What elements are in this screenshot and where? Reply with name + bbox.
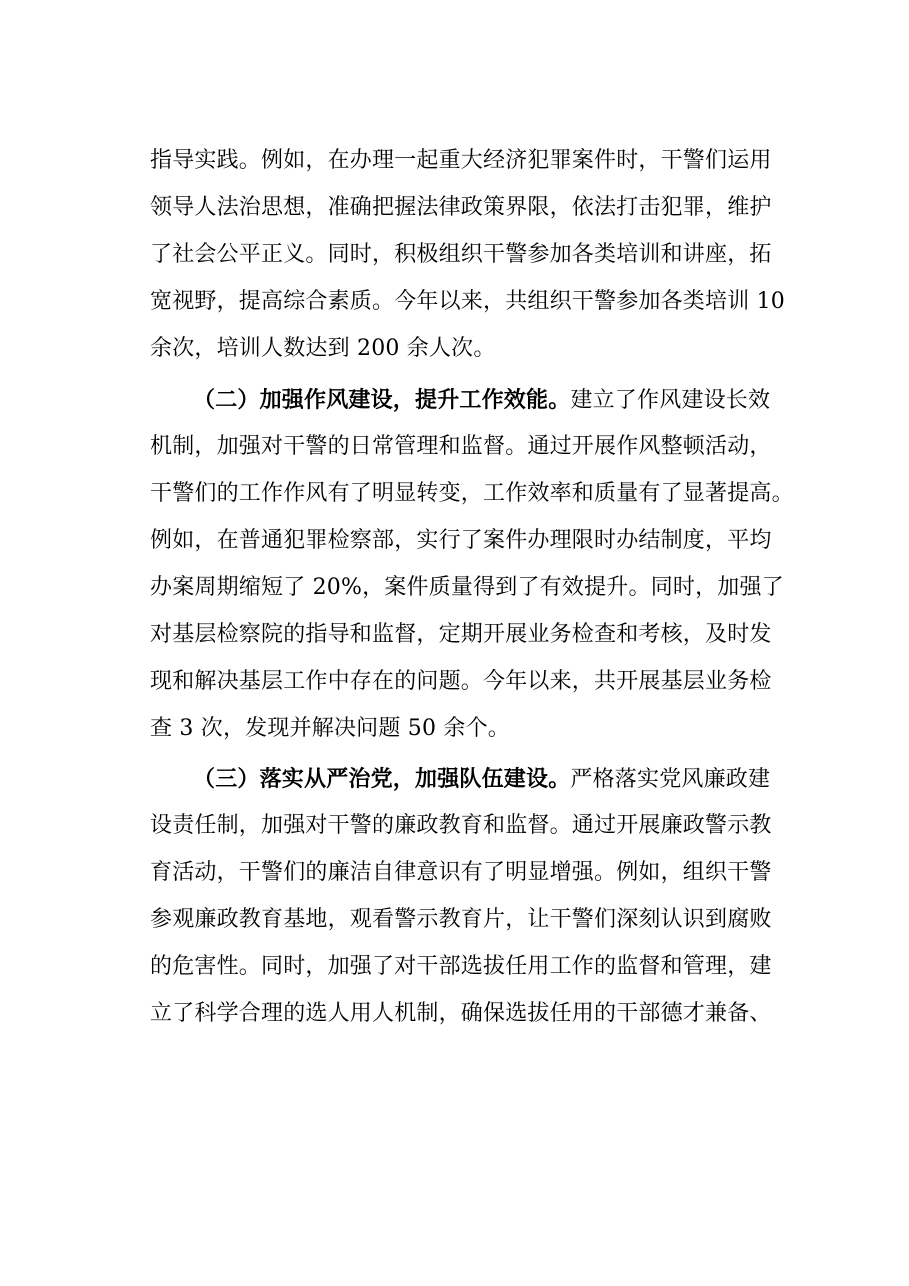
section-heading-3: （三）落实从严治党，加强队伍建设。 bbox=[193, 766, 571, 792]
body-line-19: 立了科学合理的选人用人机制，确保选拔任用的干部德才兼备、 bbox=[150, 1001, 772, 1026]
section-3-lead-text: 严格落实党风廉政建 bbox=[570, 767, 771, 792]
section-heading-3-line bbox=[193, 764, 770, 795]
body-line-18: 的危害性。同时，加强了对干部选拔任用工作的监督和管理，建 bbox=[150, 954, 772, 979]
body-line-10: 办案周期缩短了 20%，案件质量得到了有效提升。同时，加强了 bbox=[150, 575, 784, 600]
body-line-15: 设责任制，加强对干警的廉政教育和监督。通过开展廉政警示教 bbox=[150, 813, 772, 838]
body-line-4: 宽视野，提高综合素质。今年以来，共组织干警参加各类培训 10 bbox=[150, 289, 785, 314]
section-2-lead-text: 建立了作风建设长效 bbox=[570, 388, 771, 413]
body-line-11: 对基层检察院的指导和监督，定期开展业务检查和考核，及时发 bbox=[150, 622, 772, 647]
section-heading-2-line bbox=[193, 385, 770, 416]
body-line-1: 指导实践。例如，在办理一起重大经济犯罪案件时，干警们运用 bbox=[150, 148, 772, 173]
body-line-16: 育活动，干警们的廉洁自律意识有了明显增强。例如，组织干警 bbox=[150, 860, 772, 885]
body-line-3: 了社会公平正义。同时，积极组织干警参加各类培训和讲座，拓 bbox=[150, 242, 772, 267]
body-line-8: 干警们的工作作风有了明显转变，工作效率和质量有了显著提高。 bbox=[150, 481, 794, 506]
body-line-7: 机制，加强对干警的日常管理和监督。通过开展作风整顿活动， bbox=[150, 434, 772, 459]
body-line-13: 查 3 次，发现并解决问题 50 余个。 bbox=[150, 716, 510, 741]
body-line-9: 例如，在普通犯罪检察部，实行了案件办理限时办结制度，平均 bbox=[150, 528, 772, 553]
body-line-12: 现和解决基层工作中存在的问题。今年以来，共开展基层业务检 bbox=[150, 669, 772, 694]
body-line-5: 余次，培训人数达到 200 余人次。 bbox=[150, 336, 496, 361]
body-line-17: 参观廉政教育基地，观看警示教育片，让干警们深刻认识到腐败 bbox=[150, 907, 772, 932]
body-line-2: 领导人法治思想，准确把握法律政策界限，依法打击犯罪，维护 bbox=[150, 195, 772, 220]
section-heading-2: （二）加强作风建设，提升工作效能。 bbox=[193, 387, 571, 413]
